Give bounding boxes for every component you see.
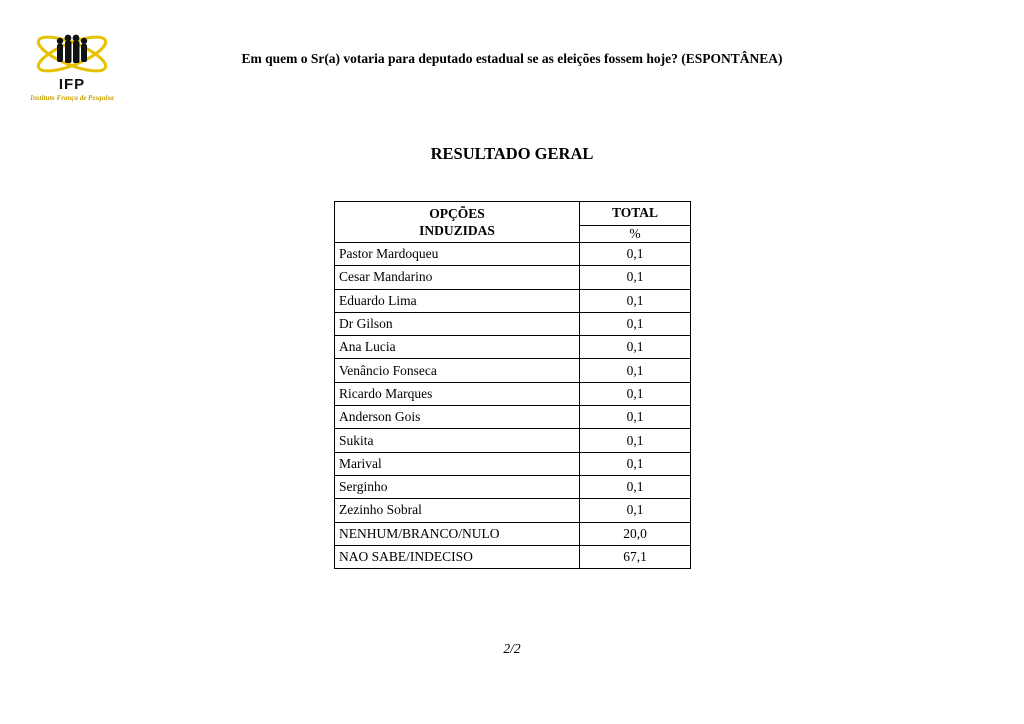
page-number: 2/2 <box>503 641 521 656</box>
option-name-cell: Zezinho Sobral <box>335 499 580 522</box>
table-body <box>335 243 691 569</box>
header-total: TOTAL <box>580 202 691 226</box>
option-name-cell: Marival <box>335 452 580 475</box>
table-row <box>335 475 691 498</box>
table-row <box>335 382 691 405</box>
option-name-cell: NAO SABE/INDECISO <box>335 545 580 568</box>
option-name-cell: Pastor Mardoqueu <box>335 243 580 266</box>
results-table <box>334 201 691 569</box>
ifp-logo <box>22 28 122 108</box>
logo-subtitle-text: Instituto França de Pesquisa <box>30 94 114 102</box>
option-name-cell: Eduardo Lima <box>335 289 580 312</box>
option-name-cell: NENHUM/BRANCO/NULO <box>335 522 580 545</box>
header-options-line2: INDUZIDAS <box>419 223 495 238</box>
table-row <box>335 336 691 359</box>
table-row <box>335 312 691 335</box>
option-name-cell: Ana Lucia <box>335 336 580 359</box>
table-row <box>335 429 691 452</box>
option-name-cell: Serginho <box>335 475 580 498</box>
table-row <box>335 243 691 266</box>
option-value-cell: 0,1 <box>580 475 691 498</box>
table-row <box>335 499 691 522</box>
option-name-cell: Ricardo Marques <box>335 382 580 405</box>
option-name-cell: Cesar Mandarino <box>335 266 580 289</box>
table-row <box>335 522 691 545</box>
option-value-cell: 67,1 <box>580 545 691 568</box>
option-value-cell: 0,1 <box>580 452 691 475</box>
option-value-cell: 0,1 <box>580 429 691 452</box>
table-header-row <box>335 202 691 226</box>
table-row <box>335 406 691 429</box>
option-value-cell: 20,0 <box>580 522 691 545</box>
option-value-cell: 0,1 <box>580 359 691 382</box>
logo-brand-text: IFP <box>58 76 86 93</box>
option-name-cell: Anderson Gois <box>335 406 580 429</box>
results-title: RESULTADO GERAL <box>430 144 594 163</box>
table-row <box>335 359 691 382</box>
option-value-cell: 0,1 <box>580 499 691 522</box>
option-value-cell: 0,1 <box>580 289 691 312</box>
header-unit: % <box>580 225 691 242</box>
table-row <box>335 545 691 568</box>
header-options-line1: OPÇÕES <box>429 206 485 221</box>
option-value-cell: 0,1 <box>580 312 691 335</box>
option-value-cell: 0,1 <box>580 266 691 289</box>
option-name-cell: Dr Gilson <box>335 312 580 335</box>
option-name-cell: Sukita <box>335 429 580 452</box>
table-row <box>335 266 691 289</box>
header-options <box>335 202 580 243</box>
option-name-cell: Venâncio Fonseca <box>335 359 580 382</box>
option-value-cell: 0,1 <box>580 243 691 266</box>
option-value-cell: 0,1 <box>580 336 691 359</box>
table-row <box>335 289 691 312</box>
table-row <box>335 452 691 475</box>
option-value-cell: 0,1 <box>580 382 691 405</box>
survey-question: Em quem o Sr(a) votaria para deputado estadual se as eleições fossem hoje? (ESPONTÂNEA) <box>241 51 783 66</box>
option-value-cell: 0,1 <box>580 406 691 429</box>
